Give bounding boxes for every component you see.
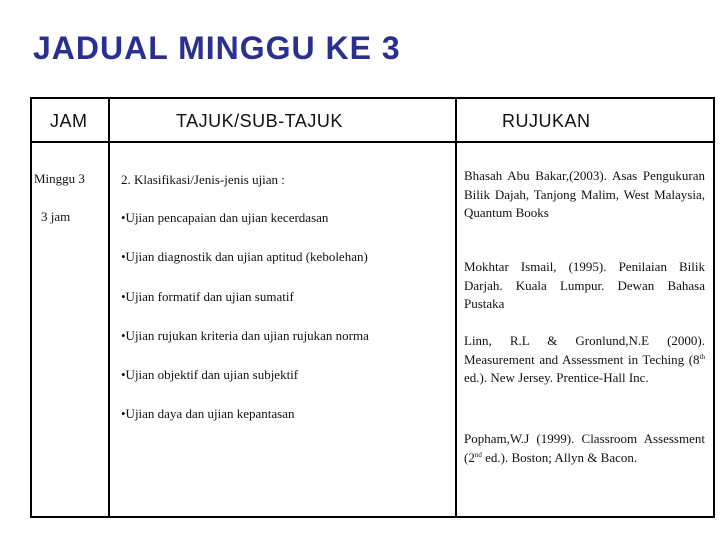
page-title: JADUAL MINGGU KE 3: [33, 30, 401, 66]
reference-item: Bhasah Abu Bakar,(2003). Asas Pengukuran Bilik Dajah, Tanjong Malim, West Malaysia, Quantum Books: [464, 168, 705, 220]
reference-item: [464, 332, 705, 388]
jam-hours: 3 jam: [41, 209, 71, 224]
header-divider: [32, 141, 713, 143]
header-jam: JAM: [50, 111, 88, 131]
column-divider-2: [455, 99, 457, 516]
reference-text: ed.). New Jersey. Prentice-Hall Inc.: [464, 370, 649, 385]
topic-item: •Ujian formatif dan ujian sumatif: [121, 289, 294, 304]
reference-text: Popham,W.J (1999). Classroom Assessment (2: [464, 431, 705, 465]
reference-text: Linn, R.L & Gronlund,N.E (2000). Measurement and Assessment in Teching (8: [464, 333, 705, 367]
reference-item: [464, 430, 705, 467]
header-rujukan: RUJUKAN: [502, 111, 591, 131]
jam-week: Minggu 3: [34, 171, 85, 186]
topic-item: •Ujian rujukan kriteria dan ujian rujukan norma: [121, 328, 369, 343]
column-divider-1: [108, 99, 110, 516]
header-tajuk: TAJUK/SUB-TAJUK: [176, 111, 343, 131]
topic-item: •Ujian objektif dan ujian subjektif: [121, 367, 299, 382]
topic-item: 2. Klasifikasi/Jenis-jenis ujian :: [121, 172, 285, 187]
ordinal-suffix: th: [699, 352, 705, 361]
reference-text: ed.). Boston; Allyn & Bacon.: [481, 449, 638, 465]
reference-item: Mokhtar Ismail, (1995). Penilaian Bilik Darjah. Kuala Lumpur. Dewan Bahasa Pustaka: [464, 259, 705, 311]
topic-item: •Ujian pencapaian dan ujian kecerdasan: [121, 210, 329, 225]
ordinal-suffix: nd: [474, 450, 482, 459]
schedule-table: [30, 97, 715, 518]
topic-item: •Ujian diagnostik dan ujian aptitud (kebolehan): [121, 249, 368, 264]
topic-item: •Ujian daya dan ujian kepantasan: [121, 406, 295, 421]
